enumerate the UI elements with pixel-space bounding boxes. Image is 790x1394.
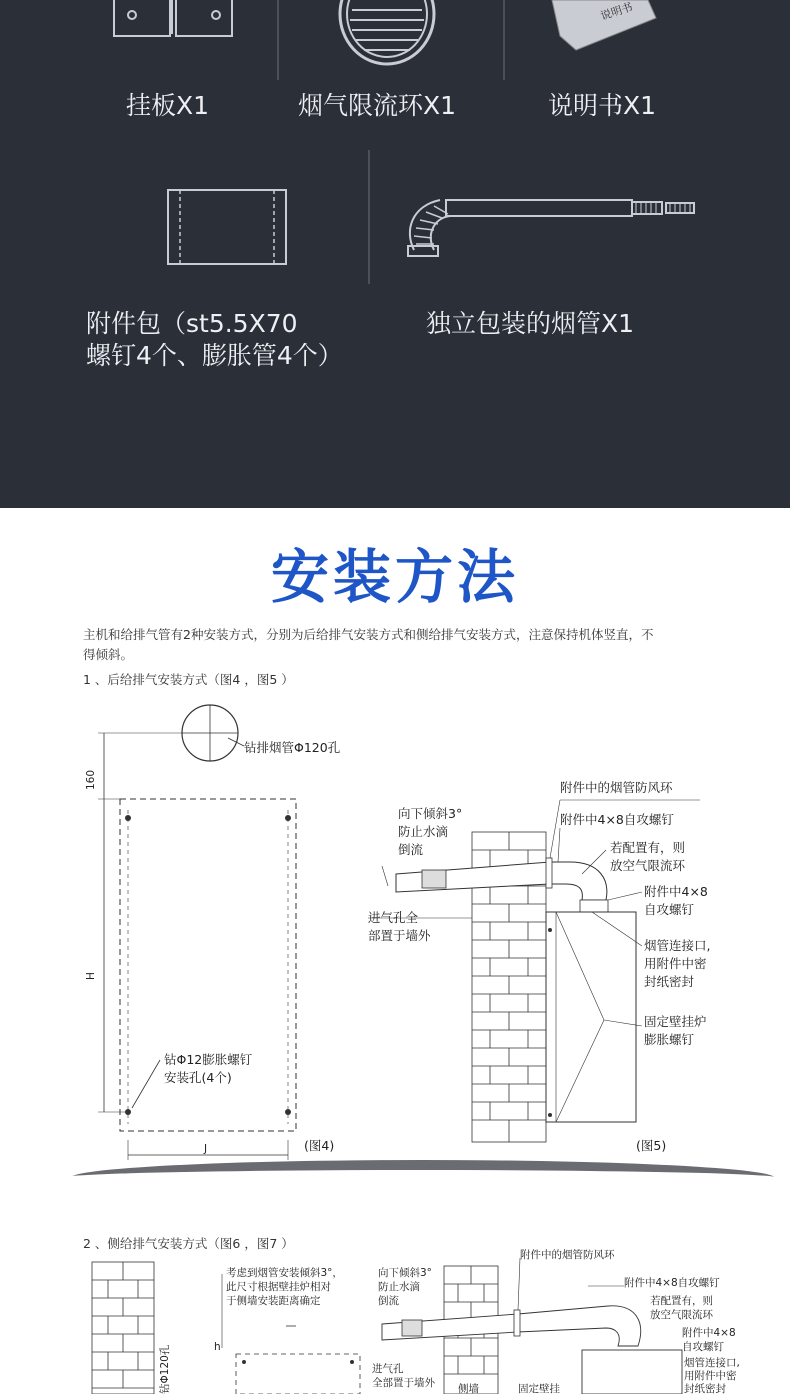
method-1-heading: 1 、后给排气安装方式（图4 ，图5 ）	[83, 672, 294, 687]
figure-6-diagram	[80, 1258, 370, 1394]
fig7-screw-label: 附件中4×8自攻螺钉	[624, 1277, 720, 1289]
dimension-H: H	[85, 972, 97, 980]
fig6-note-line1: 考虑到烟管安装倾斜3°，	[226, 1267, 343, 1279]
fig7-seal-line2: 用附件中密	[684, 1370, 737, 1382]
fig5-screw2-line1: 附件中4×8	[644, 884, 708, 899]
fig7-seal-line1: 烟管连接口,	[684, 1357, 740, 1369]
fig7-screw2-line1: 附件中4×8	[682, 1327, 736, 1339]
fig7-intake-line1: 进气孔	[372, 1363, 404, 1375]
figure-5-diagram	[360, 770, 760, 1160]
fig7-windproof-label: 附件中的烟管防风环	[520, 1249, 615, 1261]
flue-ring-icon	[332, 0, 442, 66]
fig5-seal-line1: 烟管连接口,	[644, 938, 711, 953]
intro-text-line2: 得倾斜。	[83, 647, 134, 662]
divider	[368, 150, 370, 284]
wall-plate-label: 挂板X1	[126, 91, 210, 120]
fig5-screw-label: 附件中4×8自攻螺钉	[560, 812, 674, 827]
fig7-ring-line2: 放空气限流环	[650, 1309, 713, 1321]
fig5-slope-line3: 倒流	[398, 842, 424, 857]
fig7-fix-label: 固定壁挂	[518, 1383, 560, 1394]
fig5-intake-line2: 部置于墙外	[368, 928, 431, 943]
figure-4-caption: (图4)	[304, 1138, 335, 1153]
fig7-ring-line1: 若配置有，则	[650, 1295, 713, 1307]
fig5-windproof-label: 附件中的烟管防风环	[560, 780, 673, 795]
flue-pipe-label: 独立包装的烟管X1	[426, 309, 635, 338]
accessory-kit-icon	[166, 188, 290, 268]
figure-4-diagram	[80, 700, 360, 1160]
drill-flue-label: 钻排烟管Φ120孔	[244, 740, 341, 755]
divider	[503, 0, 505, 80]
accessory-kit-label-line2: 螺钉4个、膨胀管4个）	[86, 341, 343, 370]
fig5-slope-line2: 防止水滴	[398, 824, 449, 839]
fig5-ring-line1: 若配置有，则	[610, 840, 686, 855]
accessory-kit-label-line1: 附件包（st5.5X70	[86, 309, 298, 338]
figure-5-caption: (图5)	[636, 1138, 667, 1153]
fig7-slope-line2: 防止水滴	[378, 1281, 420, 1293]
fig7-slope-line1: 向下倾斜3°	[378, 1267, 432, 1279]
fig5-intake-line1: 进气孔全	[368, 910, 419, 925]
fig7-screw2-line2: 自攻螺钉	[682, 1341, 724, 1353]
manual-icon	[548, 0, 658, 52]
dimension-160: 160	[85, 769, 97, 790]
wall-plate-icon	[112, 0, 236, 40]
fig5-ring-line2: 放空气限流环	[610, 858, 686, 873]
manual-cover-text: 说明书	[598, 0, 635, 23]
fig5-seal-line2: 用附件中密	[644, 956, 707, 971]
fig5-seal-line3: 封纸密封	[644, 974, 695, 989]
fig5-slope-line1: 向下倾斜3°	[398, 806, 463, 821]
fig5-fix-line2: 膨胀螺钉	[644, 1032, 695, 1047]
fig7-slope-line3: 倒流	[378, 1295, 399, 1307]
manual-label: 说明书X1	[548, 91, 657, 120]
fig7-side-wall-label: 侧墙	[458, 1383, 479, 1394]
divider	[277, 0, 279, 80]
fig7-intake-line2: 全部置于墙外	[372, 1377, 435, 1389]
flue-ring-label: 烟气限流环X1	[298, 91, 457, 120]
accessories-panel	[0, 0, 790, 508]
fig6-hole-label: 钻Φ120孔	[159, 1344, 171, 1394]
fig5-fix-line1: 固定壁挂炉	[644, 1014, 707, 1029]
bolt-hole-label-line1: 钻Φ12膨胀螺钉	[164, 1052, 253, 1067]
fig5-screw2-line2: 自攻螺钉	[644, 902, 695, 917]
figure-7-diagram	[368, 1246, 780, 1394]
fig7-seal-line3: 封纸密封	[684, 1383, 726, 1394]
bolt-hole-label-line2: 安装孔(4个)	[164, 1070, 232, 1085]
fig6-dimension-h: h	[214, 1341, 221, 1353]
flue-pipe-icon	[400, 190, 700, 262]
intro-text-line1: 主机和给排气管有2种安装方式，分别为后给排气安装方式和侧给排气安装方式，注意保持机体竖直，不	[83, 627, 654, 642]
section-title: 安装方法	[270, 543, 519, 611]
method-2-heading: 2 、侧给排气安装方式（图6 ，图7 ）	[83, 1236, 294, 1251]
fig6-note-line2: 此尺寸根据壁挂炉相对	[226, 1281, 331, 1293]
fig6-note-line3: 于侧墙安装距离确定	[226, 1295, 321, 1307]
page-divider-highlight	[60, 1170, 780, 1186]
dimension-J: J	[204, 1143, 208, 1155]
